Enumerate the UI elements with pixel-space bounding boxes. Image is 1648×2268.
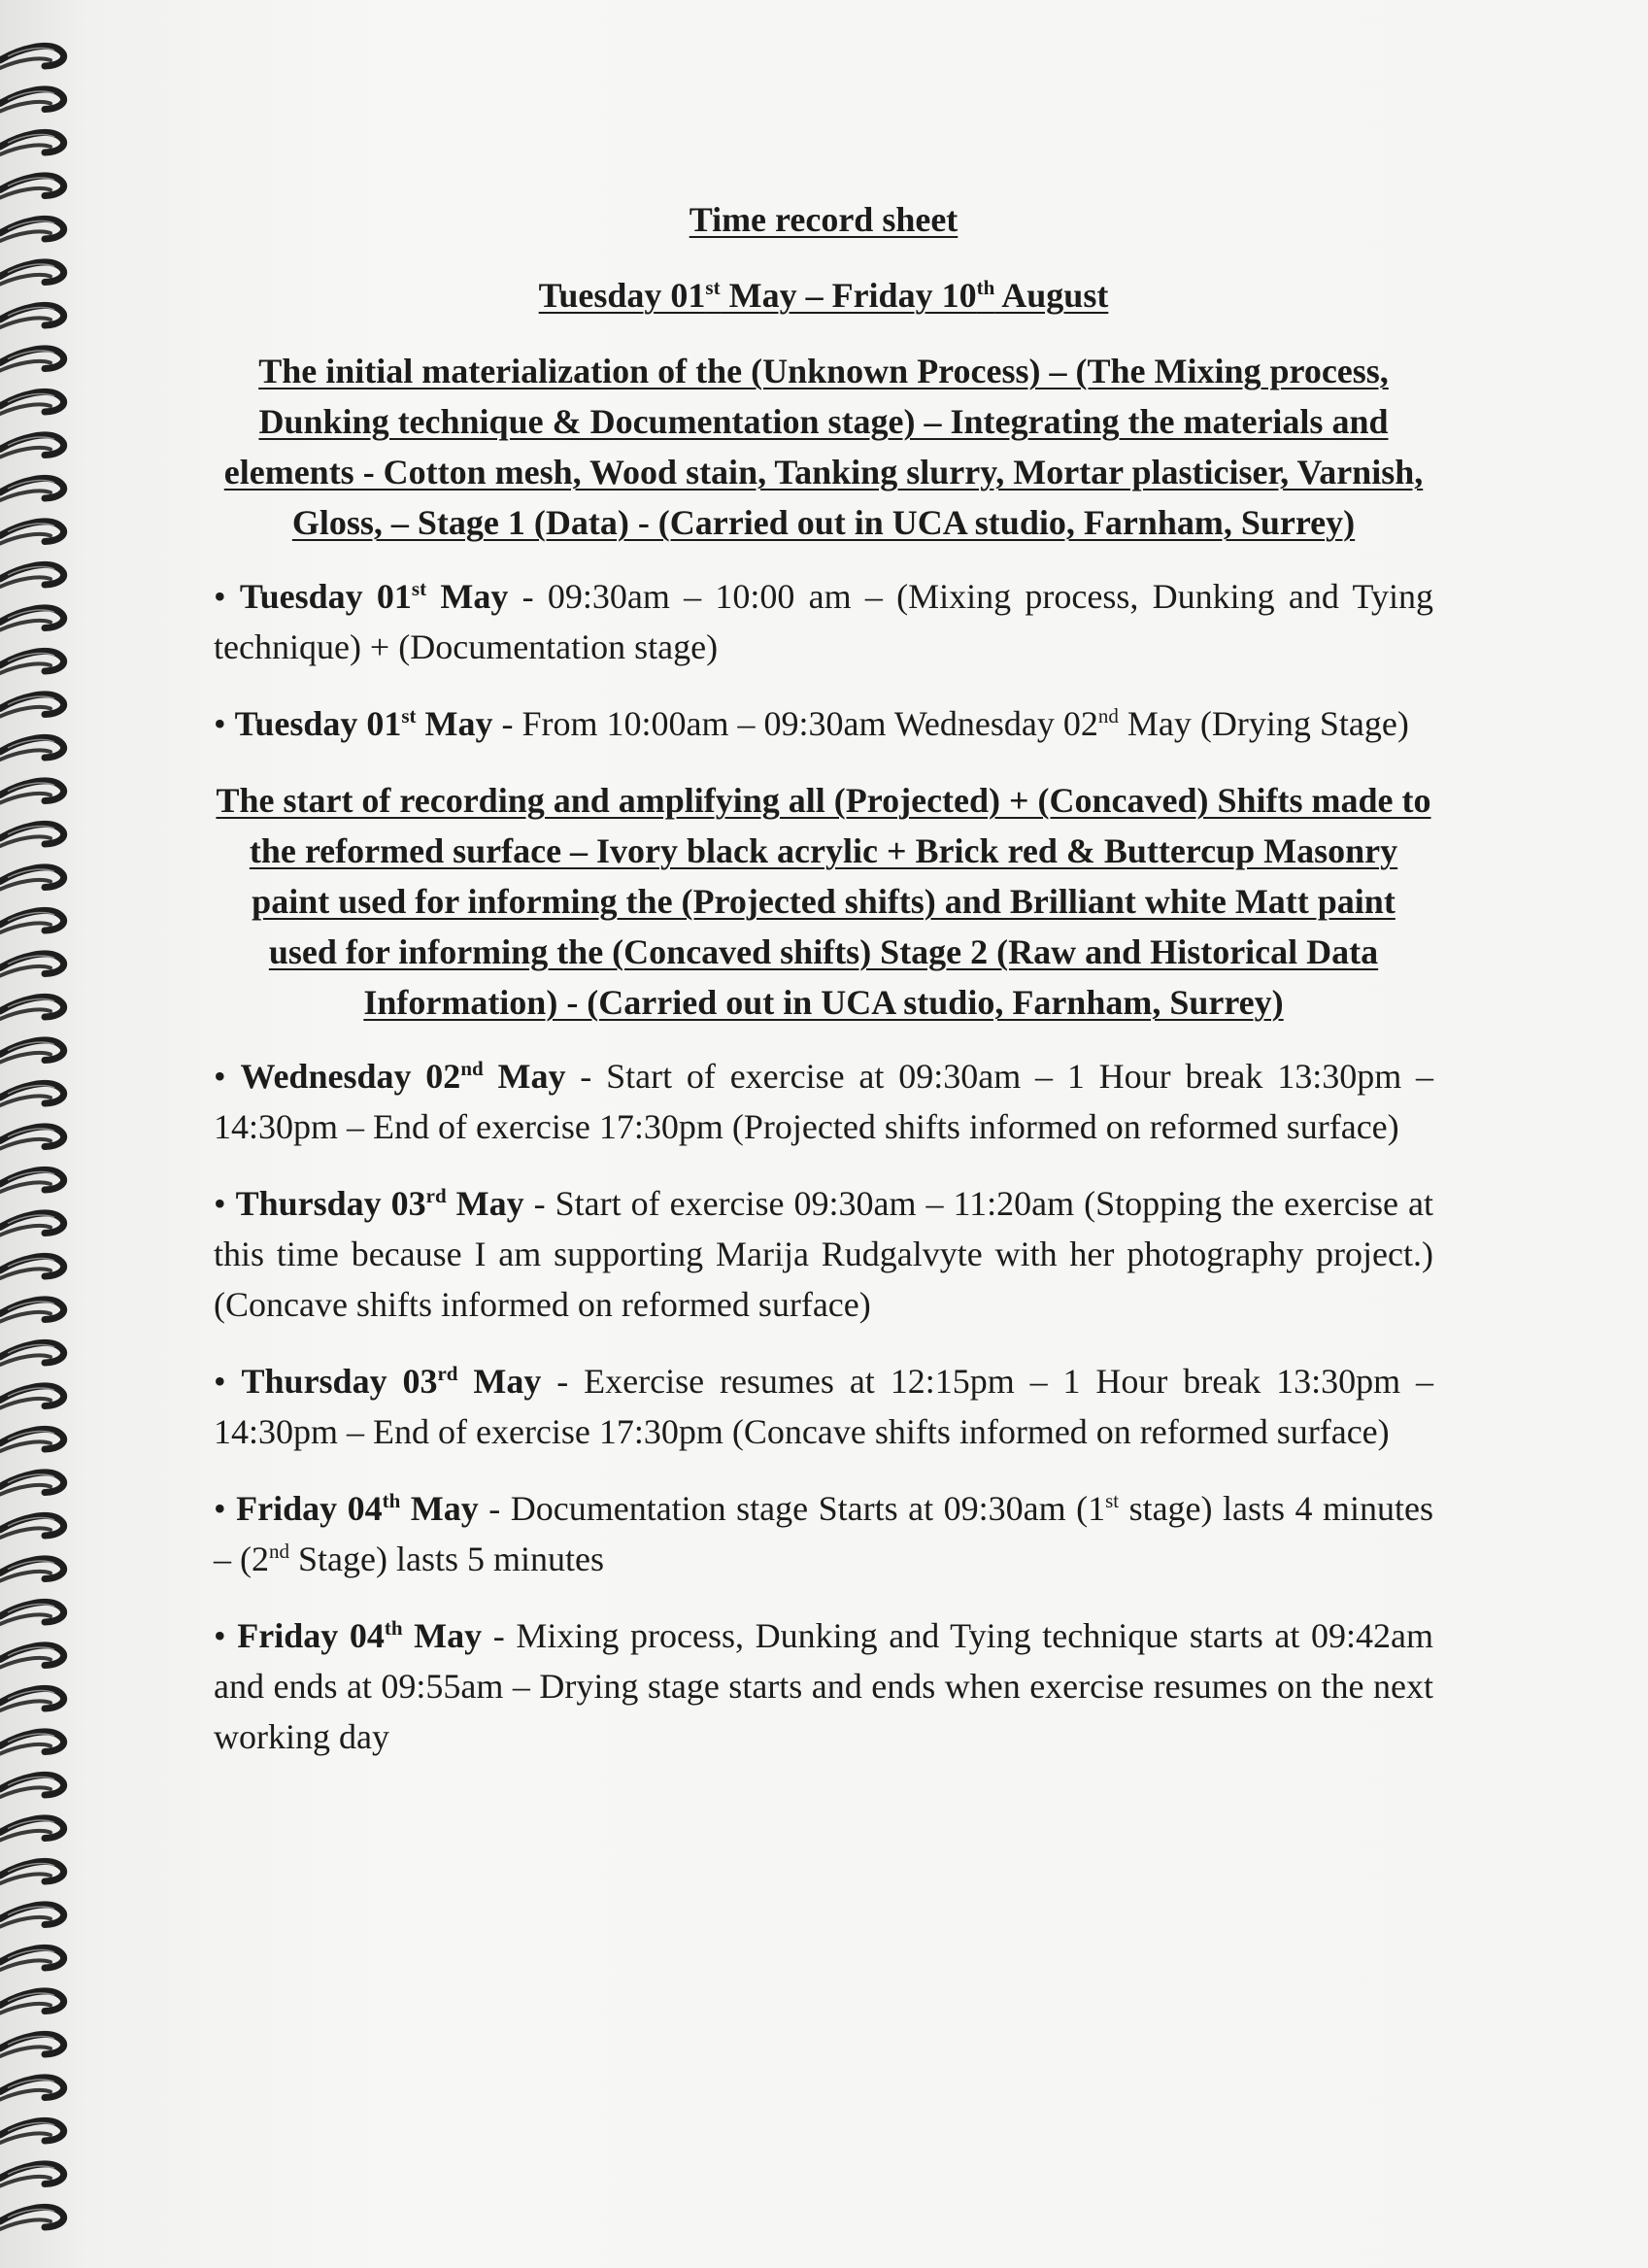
binding-coil: [0, 1169, 64, 1192]
binding-coil: [0, 391, 64, 414]
binding-coil: [0, 1515, 64, 1538]
binding-coil: [0, 1429, 64, 1451]
binding-coil: [0, 1905, 64, 1927]
binding-coil: [0, 1947, 64, 1970]
binding-coil: [0, 1818, 64, 1841]
binding-coil: [0, 564, 64, 587]
entry-wednesday-02: • Wednesday 02nd May - Start of exercise at 09:30am – 1 Hour break 13:30pm – 14:30pm – End of exercise 17:30pm (Projected shifts informed on reformed surface): [214, 1057, 1434, 1146]
binding-coil: [0, 435, 64, 457]
binding-coil: [0, 1861, 64, 1883]
binding-coil: [0, 1645, 64, 1668]
binding-coil: [0, 89, 64, 112]
binding-coil: [0, 2164, 64, 2186]
entry-tuesday-01-b: • Tuesday 01st May - From 10:00am – 09:30am Wednesday 02nd May (Drying Stage): [214, 704, 1409, 743]
binding-coil: [0, 1559, 64, 1581]
binding-coil: [0, 1040, 64, 1063]
document-title: Time record sheet: [689, 200, 959, 239]
binding-coil: [0, 737, 64, 760]
entry-thursday-03-b: • Thursday 03rd May - Exercise resumes at 12:15pm – 1 Hour break 13:30pm – 14:30pm – End of exercise 17:30pm (Concave shifts informed on reformed surface): [214, 1362, 1433, 1451]
binding-coil: [0, 997, 64, 1019]
binding-coil: [0, 1300, 64, 1322]
binding-coil: [0, 219, 64, 241]
binding-coil: [0, 1473, 64, 1495]
binding-coil: [0, 910, 64, 932]
binding-coil: [0, 305, 64, 327]
binding-coil: [0, 176, 64, 198]
binding-coil: [0, 781, 64, 803]
binding-coil: [0, 132, 64, 154]
binding-coil: [0, 1602, 64, 1624]
binding-coil: [0, 1732, 64, 1754]
binding-coil: [0, 2034, 64, 2056]
binding-coil: [0, 1991, 64, 2014]
entry-tuesday-01-a: • Tuesday 01st May - 09:30am – 10:00 am – (Mixing process, Dunking and Tying technique) + (Documentation stage): [214, 577, 1434, 666]
binding-coil: [0, 1688, 64, 1710]
binding-coil: [0, 1342, 64, 1365]
binding-coil: [0, 1213, 64, 1236]
binding-coil: [0, 1127, 64, 1149]
binding-coil: [0, 46, 64, 68]
document-content: [214, 194, 1433, 1788]
binding-coil: [0, 478, 64, 500]
entry-thursday-03-a: • Thursday 03rd May - Start of exercise 09:30am – 11:20am (Stopping the exercise at this time because I am supporting Marija Rudgalvyte with her photography project.) (Concave shifts informed on reformed surface): [214, 1184, 1433, 1324]
binding-coil: [0, 349, 64, 371]
entry-friday-04-b: • Friday 04th May - Mixing process, Dunking and Tying technique starts at 09:42am and ends at 09:55am – Drying stage starts and ends when exercise resumes on the next working day: [214, 1616, 1434, 1756]
binding-coil: [0, 651, 64, 673]
binding-coil: [0, 1083, 64, 1105]
entry-friday-04-a: • Friday 04th May - Documentation stage Starts at 09:30am (1st stage) lasts 4 minutes – (2nd Stage) lasts 5 minutes: [214, 1489, 1433, 1578]
binding-coil: [0, 1775, 64, 1797]
binding-coil: [0, 867, 64, 890]
binding-coil: [0, 522, 64, 544]
binding-coil: [0, 694, 64, 717]
binding-coil: [0, 2078, 64, 2100]
binding-coil: [0, 824, 64, 846]
binding-coil: [0, 2207, 64, 2229]
binding-coil: [0, 262, 64, 285]
binding-coil: [0, 1256, 64, 1278]
binding-coil: [0, 2120, 64, 2143]
spiral-binding: [0, 39, 78, 2253]
binding-coil: [0, 608, 64, 630]
date-range-heading: Tuesday 01st May – Friday 10th August: [538, 276, 1109, 315]
binding-coil: [0, 1386, 64, 1408]
binding-coil: [0, 954, 64, 976]
section-heading-stage-1: The initial materialization of the (Unknown Process) – (The Mixing process, Dunking technique & Documentation stage) – Integrating the materials and elements - Cotton mesh, Wood stain, Tanking slurry, Mortar plasticiser, Varnish, Gloss, – Stage 1 (Data) - (Carried out in UCA studio, Farnham, Surrey): [223, 352, 1424, 542]
section-heading-stage-2: The start of recording and amplifying all (Projected) + (Concaved) Shifts made to the reformed surface – Ivory black acrylic + Brick red & Buttercup Masonry paint used for informing the (Projected shifts) and Brilliant white Matt paint used for informing the (Concaved shifts) Stage 2 (Raw and Historical Data Information) - (Carried out in UCA studio, Farnham, Surrey): [216, 781, 1431, 1022]
